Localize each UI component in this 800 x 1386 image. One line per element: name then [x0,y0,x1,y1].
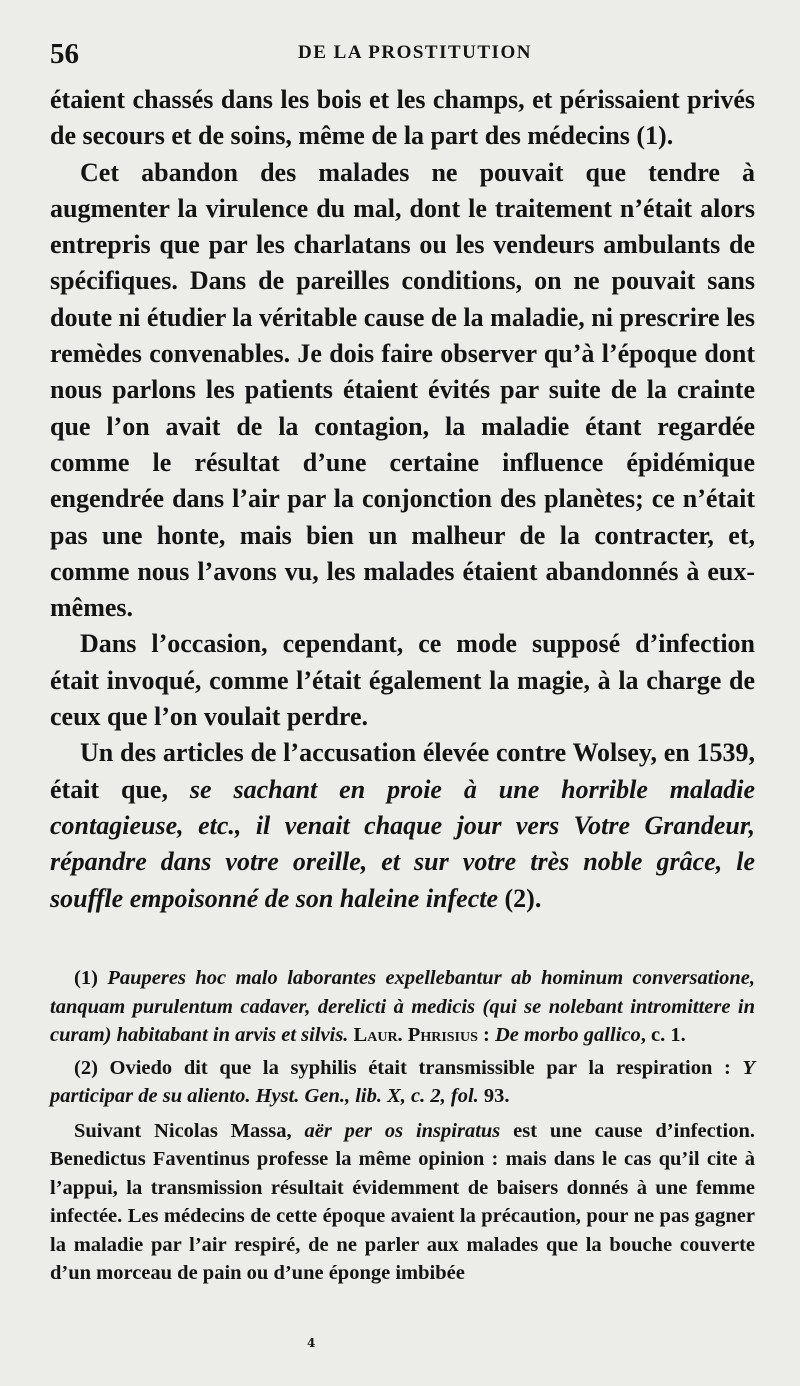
paragraph-3: Dans l’occasion, cependant, ce mode supposé d’infection était invoqué, comme l’était également la magie, à la charge de ceux que l’on voulait perdre. [50,629,755,732]
page-number: 56 [50,38,79,70]
paragraph-2: Cet abandon des malades ne pouvait que tendre à augmenter la virulence du mal, dont le traitement n’était alors entrepris que par les charlatans ou les vendeurs ambulants de spécifiques. Dans de pareilles conditions, on ne pouvait sans doute ni étudier la véritable cause de la maladie, ni prescrire les remèdes convenables. Je dois faire observer qu’à l’époque dont nous parlons les patients étaient évités par suite de la crainte que l’on avait de la contagion, la maladie étant regardée comme le résultat d’une certaine influence épidémique engendrée dans l’air par la conjonction des planètes; ce n’était pas une honte, mais bien un malheur de la contracter, et, comme nous l’avons vu, les malades étaient abandonnés à eux-mêmes. [50,157,755,623]
footnote-3-start: Suivant Nicolas Massa, [74,1119,305,1142]
footnote-1-end: , c. 1. [640,1024,686,1046]
footnote-1-mark: (1) [74,967,98,989]
footnote-1-sep: : [477,1024,495,1046]
footnote-1 [50,964,755,1050]
paragraph-4 [50,735,755,916]
paragraph-1: étaient chassés dans les bois et les champs, et périssaient privés de secours et de soins, même de la part des médecins (1). [50,85,755,151]
footnote-1-quote: Pauperes hoc malo laborantes expellebantur ab hominum conversatione, tanquam purulentum cadaver, derelicti à medicis (qui se nolebant intromittere in curam) habitabant in arvis et silvis. [50,967,756,1046]
footnote-2-start: (2) Oviedo dit que la syphilis était transmissible par la respiration : [74,1056,743,1079]
paragraph-4-quote: se sachant en proie à une horrible maladie contagieuse, etc., il venait chaque jour vers Votre Grandeur, répandre dans votre oreille, et sur votre très noble grâce, le souffle empoisonné de son haleine infecte [50,774,755,913]
footnote-1-title: De morbo gallico [494,1024,641,1046]
footnote-3-quote: aër per os inspiratus [304,1119,501,1142]
footnote-2-continued [50,1117,755,1288]
running-head: DE LA PROSTITUTION [298,42,532,63]
footnote-2 [50,1054,755,1111]
paragraph-4-end: (2). [498,883,542,913]
signature-mark: 4 [307,1336,316,1350]
footnotes [50,964,755,1288]
footnote-1-author: Laur. Phrisius [353,1024,478,1046]
paragraph-4-start: Un des articles de l’accusation élevée contre Wolsey, en 1539, était que, [50,738,755,804]
main-text [50,82,755,917]
footnote-2-end: 93. [478,1085,510,1107]
page-header [50,38,760,78]
footnote-2-quote: Y participar de su aliento. Hyst. Gen., lib. X, c. 2, fol. [50,1056,755,1107]
footnote-3-end: est une cause d’infection. Benedictus Faventinus professe la même opinion : mais dans le cas qu’il cite à l’appui, la transmission résultait évidemment de baisers donnés à une femme infectée. Les médecins de cette époque avaient la précaution, pour ne pas gagner la maladie par l’air respiré, de ne parler aux malades que la bouche couverte d’un morceau de pain ou d’une éponge imbibée [50,1119,755,1284]
